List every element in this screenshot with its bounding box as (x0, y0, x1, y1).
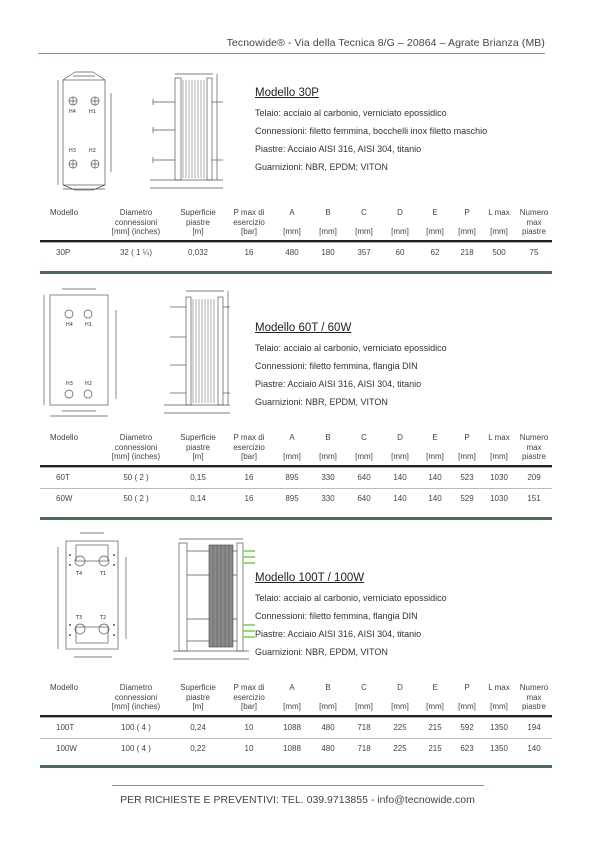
model-title: Modello 100T / 100W (255, 572, 365, 584)
header-rule (38, 53, 545, 54)
section-divider (40, 271, 552, 274)
port-label-h3: H3 (69, 148, 76, 154)
drawing-30p-front (55, 68, 125, 193)
drawing-30p-side (145, 68, 235, 193)
port-label-h1: H1 (89, 109, 96, 115)
spec-guarnizioni: Guarnizioni: NBR, EPDM; VITON (255, 162, 388, 172)
port-label-t3: T3 (76, 615, 83, 621)
model-30p-info (255, 87, 487, 180)
section-divider (40, 517, 552, 520)
spec-table-100 (40, 680, 552, 759)
port-connections (243, 551, 255, 637)
spec-connessioni: Connessioni: filetto femmina, flangia DIN (255, 611, 418, 621)
table-row: 60T 50 ( 2 ) 0,15 16 895 330 640 140 140 523 1030 209 (40, 467, 552, 488)
model-title: Modello 60T / 60W (255, 322, 352, 334)
page-footer: PER RICHIESTE E PREVENTIVI: TEL. 039.9713855 - info@tecnowide.com (120, 794, 475, 806)
port-label-h2: H2 (85, 381, 92, 387)
spec-piastre: Piastre: Acciaio AISI 316, AISI 304, titanio (255, 629, 422, 639)
section-divider (40, 765, 552, 768)
drawing-60-side (158, 283, 238, 418)
model-60-info (255, 322, 447, 415)
spec-piastre: Piastre: Acciaio AISI 316, AISI 304, titanio (255, 144, 422, 154)
port-label-h2: H2 (89, 148, 96, 154)
spec-table-30p (40, 205, 552, 263)
port-label-h4: H4 (66, 322, 73, 328)
footer-rule (112, 785, 484, 786)
spec-telaio: Telaio: acciaio al carbonio, verniciato epossidico (255, 343, 447, 353)
port-label-h1: H1 (85, 322, 92, 328)
table-row: 60W 50 ( 2 ) 0,14 16 895 330 640 140 140 529 1030 151 (56, 494, 541, 503)
spec-connessioni: Connessioni: filetto femmina, flangia DIN (255, 361, 418, 371)
model-title: Modello 30P (255, 87, 319, 99)
spec-telaio: Telaio: acciaio al carbonio, verniciato epossidico (255, 108, 447, 118)
page-header: Tecnowide® - Via della Tecnica 8/G – 20864 – Agrate Brianza (MB) (226, 37, 545, 49)
port-label-t2: T2 (100, 615, 107, 621)
drawing-60-front (40, 285, 130, 420)
spec-connessioni: Connessioni: filetto femmina, bocchelli inox filetto maschio (255, 126, 488, 136)
port-label-t4: T4 (76, 571, 83, 577)
table-header-row: Modello Diametro connessioni [mm] (inches) Superficie piastre [m] P max di esercizio [bar] A [mm] B [mm] C [mm] D [mm] E [mm] P [mm] L max [mm] Numero max piastre (50, 683, 549, 711)
port-label-h4: H4 (69, 109, 76, 115)
model-100-info (255, 572, 447, 665)
spec-guarnizioni: Guarnizioni: NBR, EPDM, VITON (255, 397, 388, 407)
spec-table-60 (40, 430, 552, 509)
table-header-row: Modello Diametro connessioni [mm] (inches) Superficie piastre [m] P max di esercizio [bar] A [mm] B [mm] C [mm] D [mm] E [mm] P [mm] L max [mm] Numero max piastre (50, 433, 549, 461)
port-label-t1: T1 (100, 571, 107, 577)
drawing-100-front (52, 527, 137, 667)
port-label-h3: H3 (66, 381, 73, 387)
drawing-100-side (163, 535, 263, 665)
table-row: 100T 100 ( 4 ) 0,24 10 1088 480 718 225 215 592 1350 194 (40, 717, 552, 738)
spec-guarnizioni: Guarnizioni: NBR, EPDM, VITON (255, 647, 388, 657)
spec-piastre: Piastre: Acciaio AISI 316, AISI 304, titanio (255, 379, 422, 389)
table-row: 100W 100 ( 4 ) 0,22 10 1088 480 718 225 215 623 1350 140 (56, 744, 541, 753)
table-header-row: Modello Diametro connessioni [mm] (inches) Superficie piastre [m] P max di esercizio [bar] A [mm] B [mm] C [mm] D [mm] E [mm] P [mm] L max [mm] Numero max piastre (50, 208, 549, 236)
table-row: 30P 32 ( 1 ¼) 0,032 16 480 180 357 60 62 218 500 75 (56, 248, 539, 257)
spec-telaio: Telaio: acciaio al carbonio, verniciato epossidico (255, 593, 447, 603)
